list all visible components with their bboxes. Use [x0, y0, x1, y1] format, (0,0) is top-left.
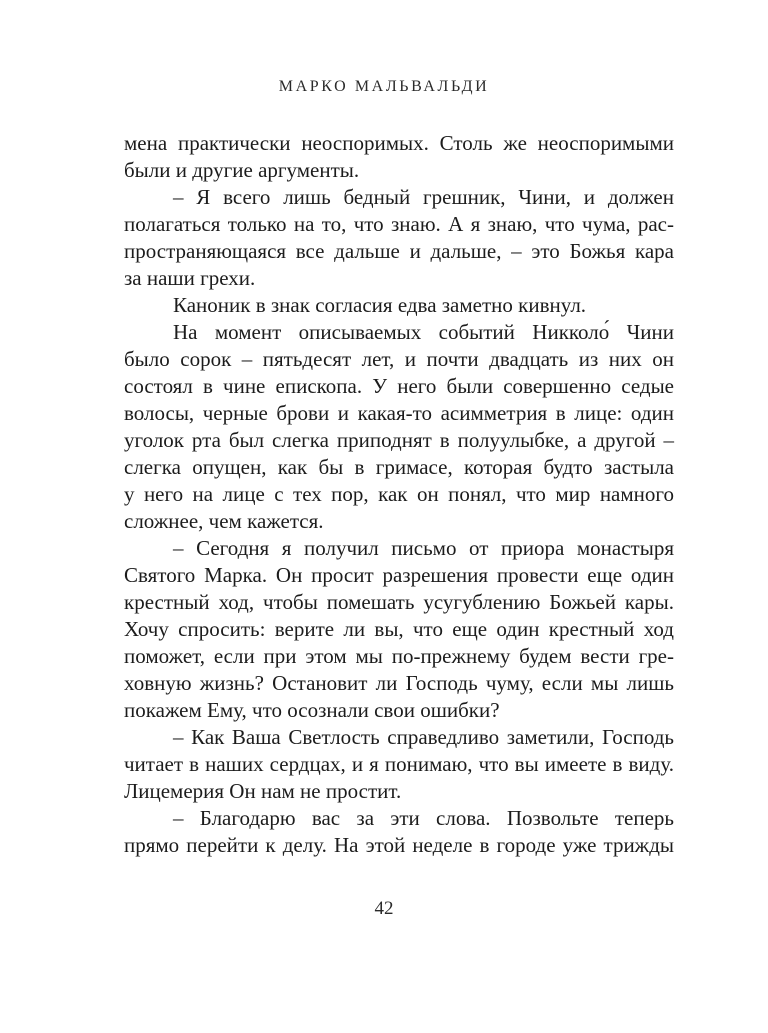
- text-line: читает в наших сердцах, и я понимаю, что вы имеете в виду.: [124, 752, 674, 776]
- text-line: за наши грехи.: [124, 266, 256, 290]
- running-head: МАРКО МАЛЬВАЛЬДИ: [278, 78, 490, 95]
- text-line: поможет, если при этом мы по-прежнему будем вести гре-: [124, 644, 674, 668]
- text-line: мена практически неоспоримых. Столь же неоспоримыми: [124, 131, 674, 155]
- body-text: [124, 130, 674, 859]
- text-line: слегка опущен, как бы в гримасе, которая будто застыла: [124, 455, 674, 479]
- text-line: полагаться только на то, что знаю. А я знаю, что чума, рас-: [124, 212, 674, 236]
- text-line: Святого Марка. Он просит разрешения провести еще один: [124, 563, 674, 587]
- text-line: у него на лице с тех пор, как он понял, что мир намного: [124, 482, 674, 506]
- text-line: На момент описываемых событий Никколо́ Чини: [173, 320, 674, 344]
- text-line: сложнее, чем кажется.: [124, 509, 324, 533]
- text-line: ховную жизнь? Остановит ли Господь чуму, если мы лишь: [124, 671, 674, 695]
- text-line: волосы, черные брови и какая-то асимметрия в лице: один: [124, 401, 674, 425]
- text-line: было сорок – пятьдесят лет, и почти двадцать из них он: [124, 347, 674, 371]
- text-line: Хочу спросить: верите ли вы, что еще один крестный ход: [124, 617, 674, 641]
- page-number: 42: [374, 898, 394, 919]
- text-line: крестный ход, чтобы помешать усугублению Божьей кары.: [124, 590, 674, 614]
- text-line: покажем Ему, что осознали свои ошибки?: [124, 698, 500, 722]
- text-line: – Как Ваша Светлость справедливо заметили, Господь: [173, 725, 674, 749]
- text-line: Каноник в знак согласия едва заметно кивнул.: [173, 293, 587, 317]
- text-line: уголок рта был слегка приподнят в полуулыбке, а другой –: [124, 428, 674, 452]
- text-line: состоял в чине епископа. У него были совершенно седые: [124, 374, 674, 398]
- text-line: Лицемерия Он нам не простит.: [124, 779, 402, 803]
- text-line: – Я всего лишь бедный грешник, Чини, и должен: [173, 185, 674, 209]
- text-line: – Сегодня я получил письмо от приора монастыря: [173, 536, 674, 560]
- text-line: пространяющаяся все дальше и дальше, – это Божья кара: [124, 239, 674, 263]
- text-line: прямо перейти к делу. На этой неделе в городе уже трижды: [124, 833, 674, 857]
- text-line: были и другие аргументы.: [124, 158, 360, 182]
- text-line: – Благодарю вас за эти слова. Позвольте теперь: [173, 806, 674, 830]
